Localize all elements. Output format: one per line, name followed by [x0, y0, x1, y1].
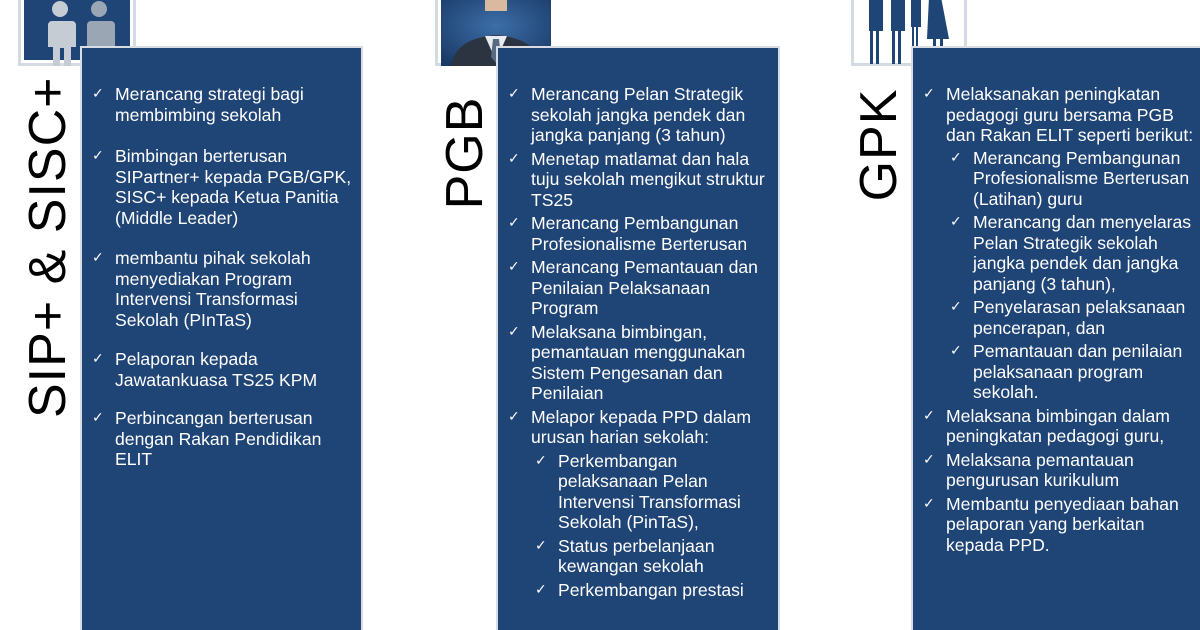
sub-list-item: ✓ Perkembangan pelaksanaan Pelan Intervensi Transformasi Sekolah (PinTaS),	[531, 451, 778, 533]
column-panel-pgb	[496, 46, 780, 630]
responsibility-list	[82, 84, 361, 470]
responsibility-list	[913, 84, 1200, 555]
list-item-text: Melaksanakan peningkatan pedagogi guru bersama PGB dan Rakan ELIT seperti berikut:	[946, 84, 1194, 145]
list-item: ✓ Merancang Pelan Strategik sekolah jangka pendek dan jangka panjang (3 tahun)	[498, 84, 778, 146]
column-title-pgb: PGB	[436, 96, 494, 210]
list-item-text: Melapor kepada PPD dalam urusan harian sekolah:	[531, 406, 752, 447]
sub-list-item: ✓ Penyelarasan pelaksanaan pencerapan, dan	[946, 297, 1200, 338]
sub-list	[946, 148, 1200, 403]
list-item: ✓ Melaksana pemantauan pengurusan kurikulum	[913, 450, 1200, 491]
list-item: ✓ Melaksana bimbingan, pemantauan menggunakan Sistem Pengesanan dan Penilaian	[498, 322, 778, 404]
list-item: ✓ Merancang Pembangunan Profesionalisme Berterusan	[498, 213, 778, 254]
column-title-gpk: GPK	[850, 88, 908, 202]
list-item	[498, 407, 778, 601]
sub-list-item: ✓ Merancang Pembangunan Profesionalisme Berterusan (Latihan) guru	[946, 148, 1200, 210]
list-item: ✓ Membantu penyediaan bahan pelaporan yang berkaitan kepada PPD.	[913, 494, 1200, 556]
list-item: ✓ Perbincangan berterusan dengan Rakan Pendidikan ELIT	[82, 408, 361, 470]
sub-list-item: ✓ Perkembangan prestasi	[531, 580, 778, 601]
sub-list-item: ✓ Pemantauan dan penilaian pelaksanaan program sekolah.	[946, 341, 1200, 403]
sub-list-item: ✓ Status perbelanjaan kewangan sekolah	[531, 536, 778, 577]
list-item	[913, 84, 1200, 403]
list-item: ✓ Bimbingan berterusan SIPartner+ kepada PGB/GPK, SISC+ kepada Ketua Panitia (Middle Leader)	[82, 146, 361, 228]
list-item: ✓ Pelaporan kepada Jawatankuasa TS25 KPM	[82, 349, 361, 390]
column-panel-sip-sisc	[80, 46, 363, 630]
responsibility-list	[498, 84, 778, 600]
sub-list-item: ✓ Merancang dan menyelaras Pelan Strategik sekolah jangka pendek dan jangka panjang (3 tahun),	[946, 212, 1200, 294]
sub-list	[531, 451, 778, 601]
list-item: ✓ Merancang Pemantauan dan Penilaian Pelaksanaan Program	[498, 257, 778, 319]
list-item: ✓ Menetap matlamat dan hala tuju sekolah mengikut struktur TS25	[498, 149, 778, 211]
list-item: ✓ membantu pihak sekolah menyediakan Program Intervensi Transformasi Sekolah (PInTaS)	[82, 248, 361, 330]
list-item: ✓ Merancang strategi bagi membimbing sekolah	[82, 84, 361, 125]
column-title-sip-sisc: SIP+ & SISC+	[19, 76, 77, 418]
list-item: ✓ Melaksana bimbingan dalam peningkatan pedagogi guru,	[913, 406, 1200, 447]
column-panel-gpk	[911, 46, 1200, 630]
